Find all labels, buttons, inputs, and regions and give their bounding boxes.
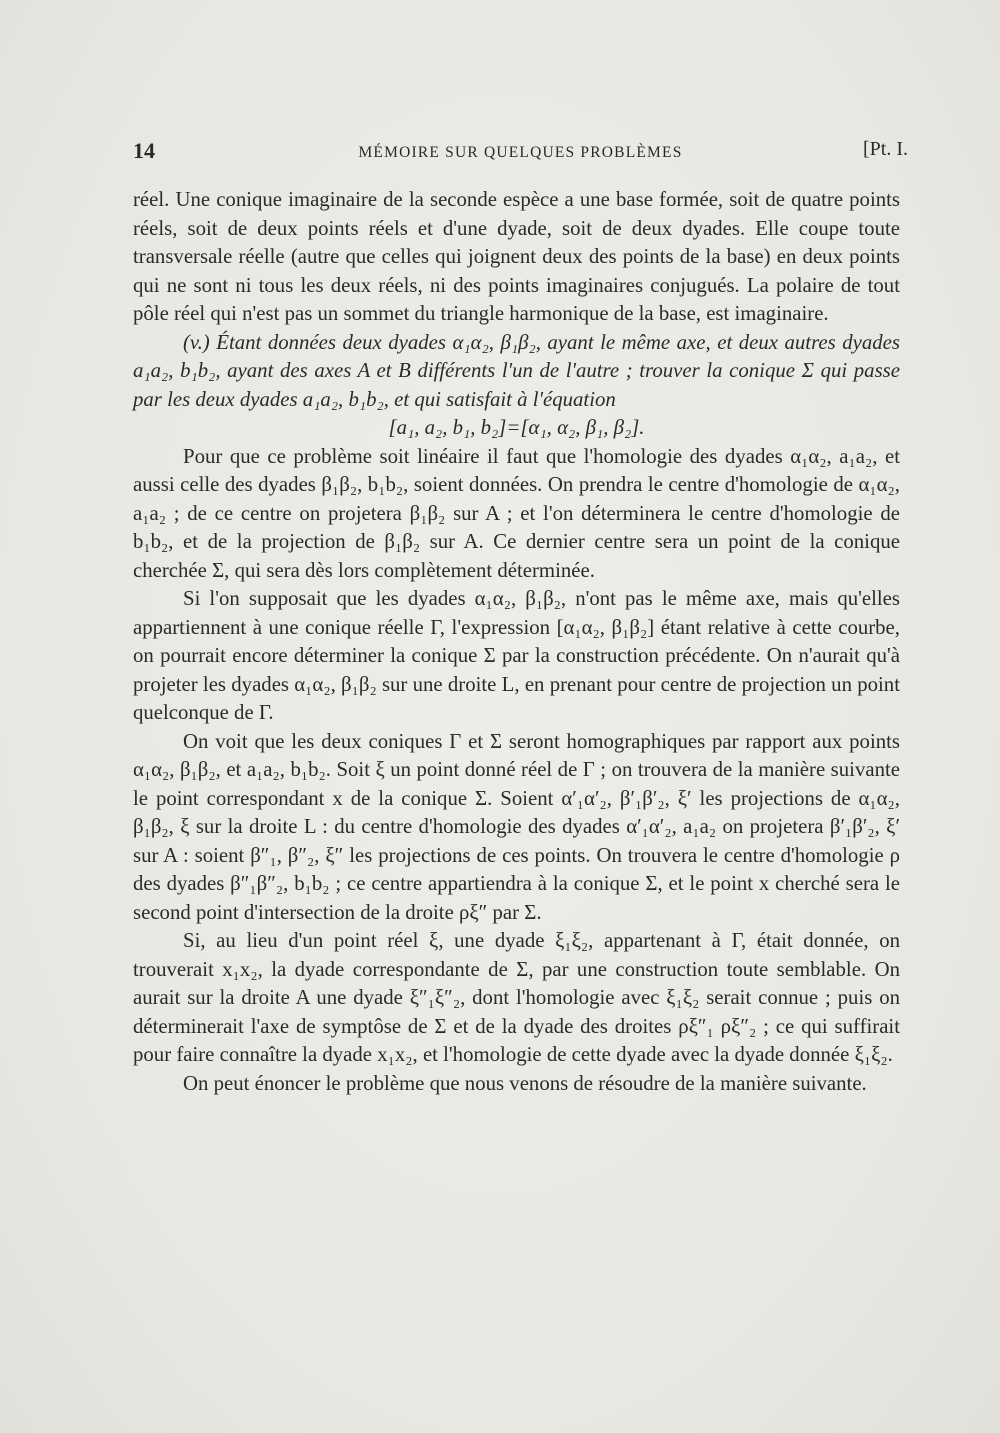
running-header [133,138,908,170]
page-number: 14 [133,138,155,163]
paragraph-7: On peut énoncer le problème que nous venons de résoudre de la manière suivante. [183,1071,867,1095]
theorem-statement: (v.) Étant données deux dyades α₁α₂, β₁β₂, ayant le même axe, et deux autres dyades a₁a₂, b₁b₂, ayant des axes A et B différents l'un de l'autre ; trouver la conique Σ qui passe par les deux dyades a₁a₂, b₁b₂, et qui satisfait à l'équation [133,330,900,411]
equation: [a₁, a₂, b₁, b₂]=[α₁, α₂, β₁, β₂]. [388,416,645,439]
body-text [133,186,900,1098]
paragraph-1: réel. Une conique imaginaire de la seconde espèce a une base formée, soit de quatre points réels, soit de deux points réels et d'une dyade, soit de deux dyades. Elle coupe toute transversale réelle (autre que celles qui joignent deux des points de la base) en deux points qui ne sont ni tous les deux réels, ni des points imaginaires conjugués. La polaire de tout pôle réel qui n'est pas un sommet du triangle harmonique de la base, est imaginaire. [133,188,900,325]
paragraph-5: On voit que les deux coniques Γ et Σ seront homographiques par rapport aux points α₁α₂, β₁β₂, et a₁a₂, b₁b₂. Soit ξ un point donné réel de Γ ; on trouvera de la manière suivante le point correspondant x de la conique Σ. Soient α′₁α′₂, β′₁β′₂, ξ′ les projections de α₁α₂, β₁β₂, ξ sur la droite L : du centre d'homologie des dyades α′₁α′₂, a₁a₂ on projetera β′₁β′₂, ξ′ sur A : soient β″₁, β″₂, ξ″ les projections de ces points. On trouvera le centre d'homologie ρ des dyades β″₁β″₂, b₁b₂ ; ce centre appartiendra à la conique Σ, et le point x cherché sera le second point d'intersection de la droite ρξ″ par Σ. [133,729,900,924]
running-title: MÉMOIRE SUR QUELQUES PROBLÈMES [358,144,683,161]
paragraph-6: Si, au lieu d'un point réel ξ, une dyade ξ₁ξ₂, appartenant à Γ, était donnée, on trouverait x₁x₂, la dyade correspondante de Σ, par une construction toute semblable. On aurait sur la droite A une dyade ξ″₁ξ″₂, dont l'homologie avec ξ₁ξ₂ serait connue ; puis on déterminerait l'axe de symptôse de Σ et de la dyade des droites ρξ″₁ ρξ″₂ ; ce qui suffirait pour faire connaître la dyade x₁x₂, et l'homologie de cette dyade avec la dyade donnée ξ₁ξ₂. [133,929,900,1066]
part-label: [Pt. I. [863,138,908,160]
paragraph-4: Si l'on supposait que les dyades α₁α₂, β₁β₂, n'ont pas le même axe, mais qu'elles appartiennent à une conique réelle Γ, l'expression [α₁α₂, β₁β₂] étant relative à cette courbe, on pourrait encore déterminer la conique Σ par la construction précédente. On n'aurait qu'à projeter les dyades α₁α₂, β₁β₂ sur une droite L, en prenant pour centre de projection un point quelconque de Γ. [133,587,900,724]
paragraph-3: Pour que ce problème soit linéaire il faut que l'homologie des dyades α₁α₂, a₁a₂, et aussi celle des dyades β₁β₂, b₁b₂, soient données. On prendra le centre d'homologie de α₁α₂, a₁a₂ ; de ce centre on projetera β₁β₂ sur A ; et l'on déterminera le centre d'homologie de b₁b₂, et de la projection de β₁β₂ sur A. Ce dernier centre sera un point de la conique cherchée Σ, qui sera dès lors complètement déterminée. [133,444,900,582]
